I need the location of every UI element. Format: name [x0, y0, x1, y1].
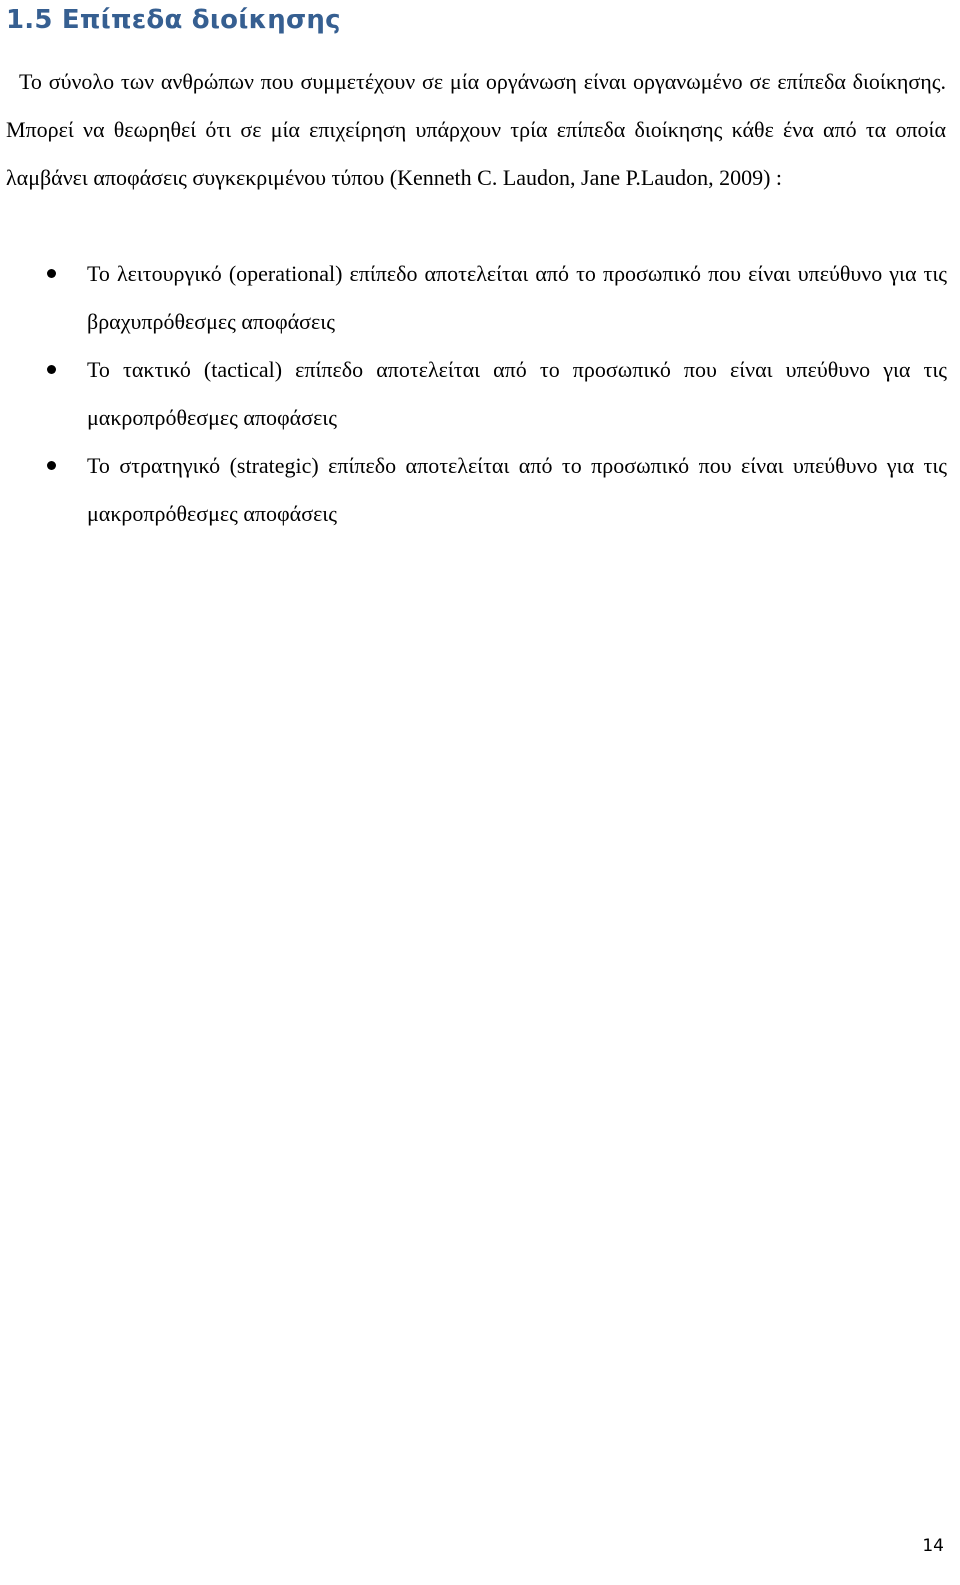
management-levels-list — [0, 250, 960, 538]
list-item-tactical — [0, 346, 947, 442]
bullet-icon — [47, 365, 56, 374]
page-number: 14 — [922, 1536, 944, 1556]
list-item-text: Το στρατηγικό (strategic) επίπεδο αποτελείται από το προσωπικό που είναι υπεύθυνο για τις μακροπρόθεσμες αποφάσεις — [87, 453, 947, 526]
section-heading: 1.5 Επίπεδα διοίκησης — [6, 5, 341, 35]
list-item-text: Το λειτουργικό (operational) επίπεδο αποτελείται από το προσωπικό που είναι υπεύθυνο για τις βραχυπρόθεσμες αποφάσεις — [87, 261, 947, 334]
bullet-icon — [47, 461, 56, 470]
intro-paragraph: Το σύνολο των ανθρώπων που συμμετέχουν σε μία οργάνωση είναι οργανωμένο σε επίπεδα διοίκησης. Μπορεί να θεωρηθεί ότι σε μία επιχείρηση υπάρχουν τρία επίπεδα διοίκησης κάθε ένα από τα οποία λαμβάνει αποφάσεις συγκεκριμένου τύπου (Kenneth C. Laudon, Jane P.Laudon, 2009) : — [6, 69, 946, 190]
bullet-icon — [47, 269, 56, 278]
list-item-operational — [0, 250, 947, 346]
list-item-strategic — [0, 442, 947, 538]
list-item-text: Το τακτικό (tactical) επίπεδο αποτελείται από το προσωπικό που είναι υπεύθυνο για τις μακροπρόθεσμες αποφάσεις — [87, 357, 947, 430]
